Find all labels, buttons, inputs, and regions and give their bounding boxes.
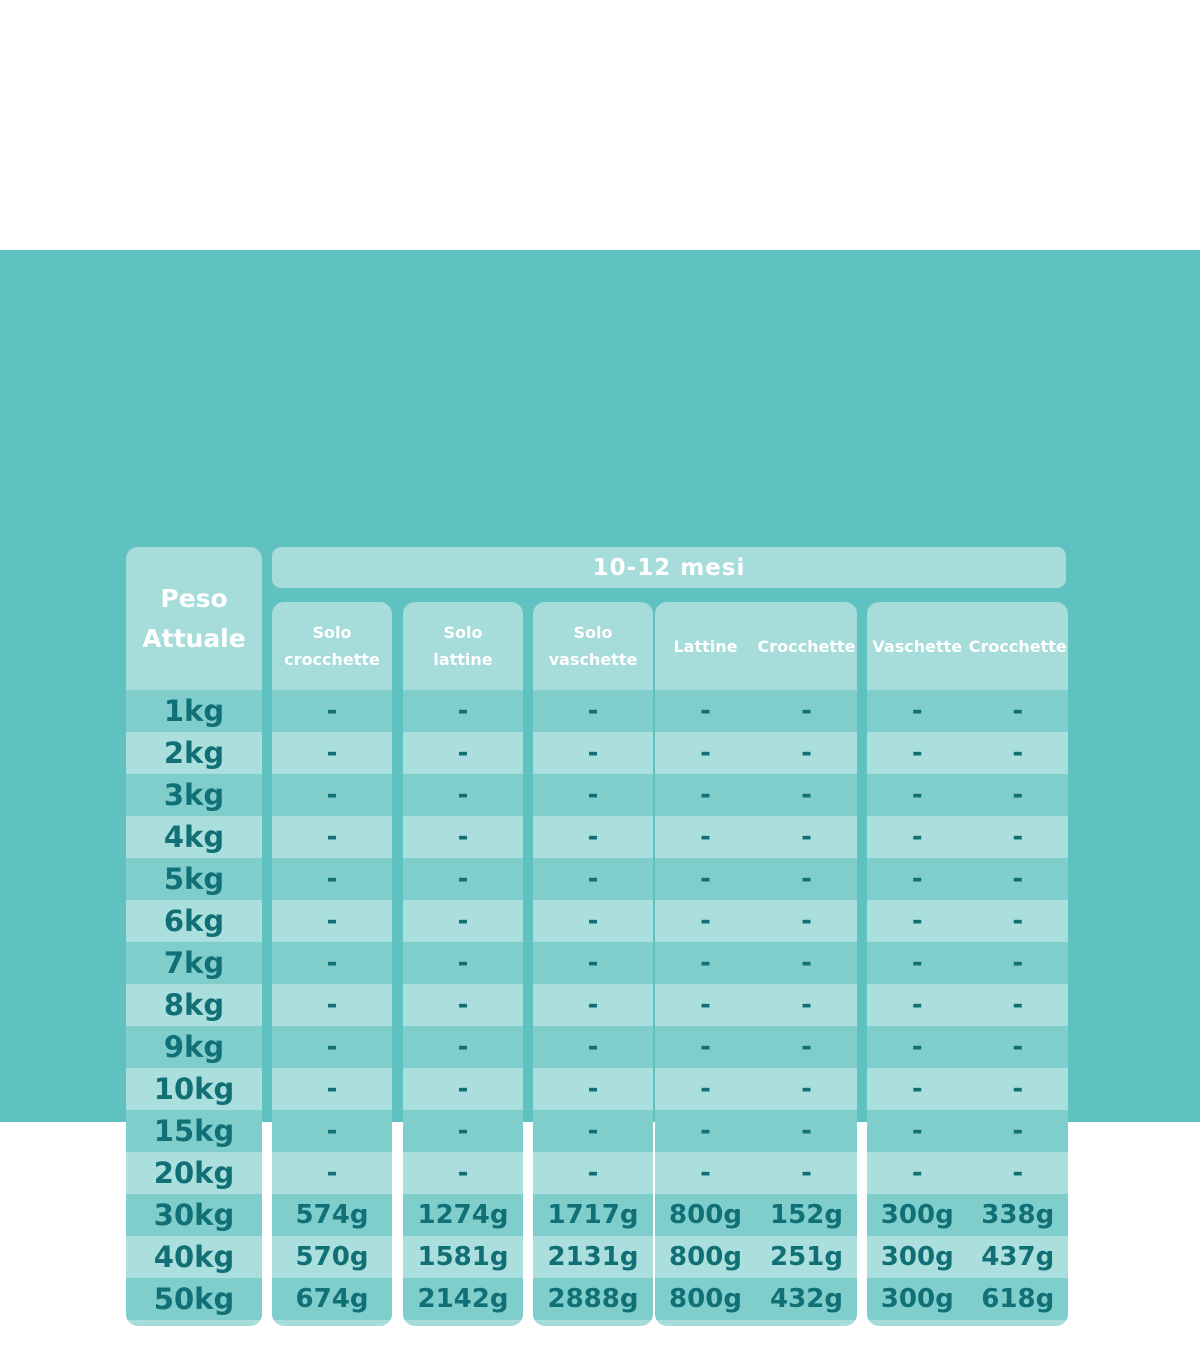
table-row [867,732,1068,774]
column-rows [533,690,653,1320]
table-row [126,1110,262,1152]
weight-cell: 1kg [163,694,225,728]
table-row [272,1152,392,1194]
value-cell: - [911,948,923,978]
table-row [126,1026,262,1068]
table-row [403,1026,523,1068]
value-cell: 1274g [417,1200,509,1230]
column-header-line2: crocchette [284,650,380,669]
value-cell: - [326,906,338,936]
value-cell: - [326,822,338,852]
table-row [403,900,523,942]
age-range-banner [272,547,1066,588]
value-cell: - [801,1032,812,1062]
table-row [533,690,653,732]
table-row [655,816,857,858]
column-header-right: Crocchette [757,636,856,656]
table-row [533,1026,653,1068]
column-header-left: Vaschette [872,636,963,656]
table-row [272,1278,392,1320]
value-cell: - [326,948,338,978]
value-cell: - [587,780,599,810]
table-row [533,774,653,816]
value-cell: - [911,864,923,894]
value-cell: - [587,990,599,1020]
weight-cell: 10kg [153,1072,235,1106]
table-row [126,816,262,858]
value-cell: 618g [981,1284,1055,1314]
table-row [655,1068,857,1110]
column-header-right: Crocchette [968,636,1067,656]
value-cell: - [1012,1116,1024,1146]
value-cell: - [1012,1032,1024,1062]
teal-background-band [0,250,1200,1316]
table-row [533,732,653,774]
column-header-vaschette-crocchette [867,602,1068,690]
weight-rows [126,690,262,1320]
table-row [533,1152,653,1194]
weight-cell: 15kg [153,1114,235,1148]
table-row [403,816,523,858]
value-cell: - [801,822,812,852]
value-cell: - [457,1158,469,1188]
value-cell: 338g [981,1200,1055,1230]
table-row [533,1068,653,1110]
table-row [533,858,653,900]
weight-cell: 3kg [163,778,225,812]
table-row [655,1152,857,1194]
value-cell: 2142g [417,1284,509,1314]
table-row [403,1068,523,1110]
value-cell: 674g [295,1284,369,1314]
table-row [403,984,523,1026]
weight-cell: 30kg [153,1198,235,1232]
table-row [272,858,392,900]
table-row [533,984,653,1026]
table-row [126,774,262,816]
table-row [867,1068,1068,1110]
table-row [867,1278,1068,1320]
value-cell: - [911,990,923,1020]
table-row [655,900,857,942]
column-header-label [284,619,380,673]
value-cell: - [1012,780,1024,810]
value-cell: - [326,696,338,726]
value-cell: 2131g [547,1242,639,1272]
table-row [533,1236,653,1278]
table-row [867,858,1068,900]
value-cell: 437g [981,1242,1055,1272]
table-row [272,1236,392,1278]
value-cell: - [801,1116,812,1146]
value-cell: - [587,1032,599,1062]
table-row [403,1236,523,1278]
table-row [126,858,262,900]
value-cell: - [700,864,711,894]
column-rows [655,690,857,1320]
weight-cell: 8kg [163,988,225,1022]
weight-cell: 9kg [163,1030,225,1064]
table-row [403,1194,523,1236]
table-row [272,690,392,732]
column-header-line1: Solo [573,622,613,642]
value-cell: - [801,906,812,936]
column-header-solo-crocchette [272,602,392,690]
table-row [272,1110,392,1152]
value-cell: - [457,906,469,936]
table-row [272,732,392,774]
column-header-lattine-crocchette [655,602,857,690]
table-row [867,942,1068,984]
value-cell: - [587,696,599,726]
table-row [533,1110,653,1152]
value-cell: - [700,738,711,768]
column-header-line1: Solo [312,622,352,642]
value-cell: - [1012,1158,1024,1188]
table-row [272,900,392,942]
table-row [126,732,262,774]
value-cell: - [700,1032,711,1062]
value-cell: - [587,1158,599,1188]
value-cell: 251g [770,1242,843,1272]
value-cell: - [911,1158,923,1188]
weight-cell: 4kg [163,820,225,854]
table-row [272,984,392,1026]
age-range-label: 10-12 mesi [592,554,746,581]
value-cell: - [801,738,812,768]
table-row [533,816,653,858]
column-header-label [655,637,857,656]
value-cell: - [457,822,469,852]
column-header-line1: Solo [443,622,483,642]
value-cell: - [700,1158,711,1188]
column-panel-vaschette-crocchette [867,602,1068,1326]
value-cell: 300g [880,1242,954,1272]
value-cell: - [1012,906,1024,936]
value-cell: - [801,990,812,1020]
value-cell: - [587,822,599,852]
table-row [655,1236,857,1278]
table-row [126,1152,262,1194]
table-row [655,858,857,900]
value-cell: - [326,1116,338,1146]
weight-header-line2: Attuale [142,623,246,653]
value-cell: - [457,1074,469,1104]
table-row [867,1194,1068,1236]
value-cell: - [1012,864,1024,894]
column-header-label [549,619,638,673]
value-cell: 300g [880,1284,954,1314]
value-cell: - [457,864,469,894]
table-row [867,1152,1068,1194]
value-cell: - [801,696,812,726]
table-row [126,900,262,942]
column-panel-solo-crocchette [272,602,392,1326]
table-row [533,1278,653,1320]
column-panel-lattine-crocchette [655,602,857,1326]
value-cell: 800g [669,1200,742,1230]
value-cell: - [911,1032,923,1062]
weight-cell: 20kg [153,1156,235,1190]
table-row [533,1194,653,1236]
value-cell: - [326,1032,338,1062]
value-cell: - [801,1074,812,1104]
table-row [533,900,653,942]
table-row [272,1026,392,1068]
value-cell: - [700,1116,711,1146]
value-cell: - [326,1158,338,1188]
value-cell: - [326,780,338,810]
value-cell: - [326,864,338,894]
column-header-label [433,619,492,673]
value-cell: 2888g [547,1284,639,1314]
table-row [126,984,262,1026]
value-cell: - [587,906,599,936]
table-row [867,900,1068,942]
value-cell: 432g [770,1284,843,1314]
table-row [867,690,1068,732]
table-row [655,1026,857,1068]
value-cell: - [911,738,923,768]
value-cell: - [1012,990,1024,1020]
table-row [403,942,523,984]
table-row [403,690,523,732]
table-row [272,816,392,858]
value-cell: - [326,1074,338,1104]
table-row [655,942,857,984]
value-cell: - [326,990,338,1020]
table-row [655,1278,857,1320]
table-row [272,1194,392,1236]
table-row [655,984,857,1026]
value-cell: 1717g [547,1200,639,1230]
table-row [126,942,262,984]
value-cell: - [587,738,599,768]
value-cell: - [911,780,923,810]
value-cell: - [326,738,338,768]
table-row [403,774,523,816]
table-row [272,774,392,816]
table-row [272,1068,392,1110]
value-cell: - [911,822,923,852]
weight-cell: 6kg [163,904,225,938]
weight-cell: 7kg [163,946,225,980]
weight-cell: 5kg [163,862,225,896]
table-row [655,690,857,732]
table-row [867,774,1068,816]
value-cell: 1581g [417,1242,509,1272]
table-row [867,1236,1068,1278]
value-cell: 800g [669,1242,742,1272]
value-cell: - [587,1074,599,1104]
value-cell: - [700,780,711,810]
value-cell: - [1012,738,1024,768]
table-row [126,1068,262,1110]
column-header-solo-vaschette [533,602,653,690]
table-row [403,1152,523,1194]
column-rows [403,690,523,1320]
value-cell: - [457,948,469,978]
weight-header-line1: Peso [160,583,228,613]
value-cell: - [587,864,599,894]
value-cell: 570g [295,1242,369,1272]
column-header-line2: lattine [433,650,493,669]
table-row [867,984,1068,1026]
table-row [403,858,523,900]
value-cell: - [1012,696,1024,726]
column-header-line2: vaschette [548,650,638,669]
table-row [867,1026,1068,1068]
table-row [403,1278,523,1320]
weight-cell: 2kg [163,736,225,770]
value-cell: - [587,948,599,978]
weight-column-header [126,547,262,690]
value-cell: - [700,990,711,1020]
column-rows [272,690,392,1320]
value-cell: - [1012,948,1024,978]
value-cell: - [587,1116,599,1146]
value-cell: - [457,1032,469,1062]
value-cell: - [700,1074,711,1104]
weight-cell: 40kg [153,1240,235,1274]
value-cell: - [457,738,469,768]
value-cell: - [911,906,923,936]
table-row [867,816,1068,858]
table-row [655,732,857,774]
value-cell: 574g [295,1200,369,1230]
table-row [272,942,392,984]
table-row [655,774,857,816]
column-header-left: Lattine [673,636,738,656]
value-cell: - [700,906,711,936]
table-row [403,1110,523,1152]
table-row [403,732,523,774]
weight-cell: 50kg [153,1282,235,1316]
value-cell: 152g [770,1200,843,1230]
value-cell: - [1012,1074,1024,1104]
value-cell: - [700,696,711,726]
column-panel-solo-lattine [403,602,523,1326]
table-row [126,1194,262,1236]
value-cell: - [911,1074,923,1104]
column-panel-solo-vaschette [533,602,653,1326]
column-header-label [867,637,1068,656]
table-row [655,1194,857,1236]
table-row [126,1236,262,1278]
value-cell: - [801,948,812,978]
value-cell: - [911,1116,923,1146]
value-cell: 800g [669,1284,742,1314]
column-rows [867,690,1068,1320]
table-row [655,1110,857,1152]
value-cell: - [801,780,812,810]
table-row [126,690,262,732]
value-cell: - [457,990,469,1020]
value-cell: - [911,696,923,726]
value-cell: 300g [880,1200,954,1230]
value-cell: - [801,864,812,894]
value-cell: - [457,780,469,810]
column-header-solo-lattine [403,602,523,690]
table-row [867,1110,1068,1152]
value-cell: - [801,1158,812,1188]
table-row [126,1278,262,1320]
value-cell: - [457,1116,469,1146]
weight-column-panel [126,547,262,1326]
value-cell: - [700,822,711,852]
value-cell: - [700,948,711,978]
table-row [533,942,653,984]
value-cell: - [457,696,469,726]
value-cell: - [1012,822,1024,852]
